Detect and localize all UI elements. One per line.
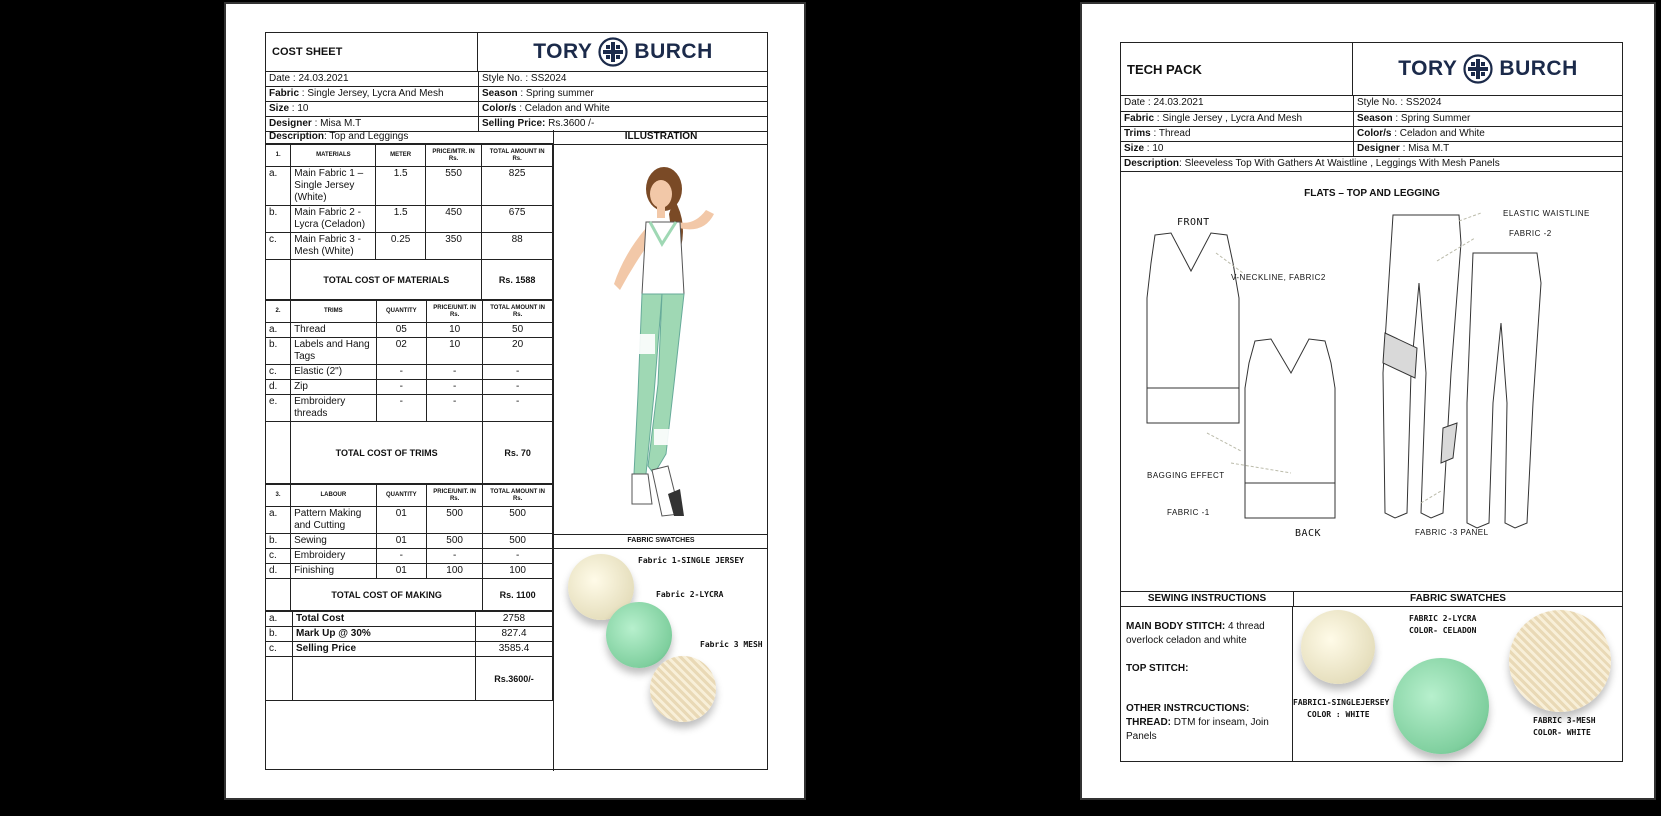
tech-info-table xyxy=(1121,96,1623,172)
tp-swatch-lycra xyxy=(1393,658,1489,754)
annot-fabric2: FABRIC -2 xyxy=(1509,229,1552,238)
flats-area xyxy=(1121,173,1623,592)
cost-sheet-page xyxy=(224,2,806,800)
cost-info-table xyxy=(266,72,768,132)
cost-sheet xyxy=(265,32,768,770)
trims-row-price: - xyxy=(427,365,483,380)
labour-header-price: PRICE/UNIT. IN Rs. xyxy=(427,485,483,507)
tp-swatch-label-2a: FABRIC 2-LYCRA xyxy=(1409,614,1477,623)
labour-row-no: a. xyxy=(266,507,291,534)
brand-logo-right: BURCH xyxy=(634,40,713,63)
materials-row xyxy=(266,233,553,260)
tp-swatch-label-3a: FABRIC 3-MESH xyxy=(1533,716,1596,725)
labour-header-qty: QUANTITY xyxy=(376,485,426,507)
final-price: Rs.3600/- xyxy=(476,657,553,701)
materials-total-value: Rs. 1588 xyxy=(482,260,553,300)
summary-no: c. xyxy=(266,642,293,657)
summary-name: Total Cost xyxy=(293,612,476,627)
materials-total-label: TOTAL COST OF MATERIALS xyxy=(291,260,482,300)
cost-description: Description: Top and Leggings xyxy=(266,130,554,144)
materials-row-name: Main Fabric 2 - Lycra (Celadon) xyxy=(291,206,376,233)
tech-pack-page xyxy=(1080,2,1656,800)
labour-header-total: TOTAL AMOUNT IN Rs. xyxy=(483,485,553,507)
thread-instruction: THREAD: DTM for inseam, Join Panels xyxy=(1126,717,1269,742)
trims-row-price: 10 xyxy=(427,338,483,365)
annot-fabric3: FABRIC -3 PANEL xyxy=(1415,528,1489,537)
swatch-label-1: Fabric 1-SINGLE JERSEY xyxy=(638,556,744,565)
summary-table xyxy=(266,611,553,701)
materials-header-no: 1. xyxy=(266,145,291,167)
trims-row-total: - xyxy=(483,365,553,380)
trims-header-total: TOTAL AMOUNT IN Rs. xyxy=(483,301,553,323)
tp-color: Color/s : Celadon and White xyxy=(1354,126,1624,141)
labour-row-name: Sewing xyxy=(291,534,377,549)
labour-row-total: 100 xyxy=(483,564,553,579)
summary-no: a. xyxy=(266,612,293,627)
labour-header-no: 3. xyxy=(266,485,291,507)
cost-style-no: Style No. : SS2024 xyxy=(479,72,769,87)
tp-swatch-mesh xyxy=(1509,610,1611,712)
cost-fabric-swatches xyxy=(554,548,768,770)
tp-designer: Designer : Misa M.T xyxy=(1354,141,1624,156)
annot-bagging: BAGGING EFFECT xyxy=(1147,471,1225,480)
tp-size: Size : 10 xyxy=(1121,141,1354,156)
trims-row-qty: - xyxy=(376,365,426,380)
summary-no: b. xyxy=(266,627,293,642)
materials-header-total: TOTAL AMOUNT IN Rs. xyxy=(482,145,553,167)
trims-header-no: 2. xyxy=(266,301,291,323)
illustration-label: ILLUSTRATION xyxy=(554,130,768,145)
summary-value: 3585.4 xyxy=(476,642,553,657)
trims-row-price: - xyxy=(427,395,483,422)
fashion-illustration xyxy=(554,144,768,535)
materials-header-qty: METER xyxy=(376,145,425,167)
tp-trims: Trims : Thread xyxy=(1121,126,1354,141)
cost-sheet-title: COST SHEET xyxy=(272,46,343,58)
trims-total-value: Rs. 70 xyxy=(483,422,553,484)
other-instructions: OTHER INSTRCUCTIONS: xyxy=(1126,703,1250,714)
trims-header-price: PRICE/UNIT. IN Rs. xyxy=(427,301,483,323)
trims-row xyxy=(266,338,553,365)
trims-row-price: 10 xyxy=(427,323,483,338)
materials-row-no: b. xyxy=(266,206,291,233)
brand-logo xyxy=(478,33,768,72)
swatch-label-2: Fabric 2-LYCRA xyxy=(656,590,724,599)
materials-row-no: c. xyxy=(266,233,291,260)
tory-burch-emblem-icon xyxy=(1463,54,1493,84)
materials-row-qty: 0.25 xyxy=(376,233,425,260)
model-illustration-icon xyxy=(554,144,768,534)
tp-swatch-label-3b: COLOR- WHITE xyxy=(1533,728,1591,737)
labour-row-qty: 01 xyxy=(376,507,426,534)
labour-row xyxy=(266,549,553,564)
labour-total-blank xyxy=(266,579,291,611)
tp-swatch-label-2b: COLOR- CELADON xyxy=(1409,626,1477,635)
labour-header-name: LABOUR xyxy=(291,485,377,507)
trims-row-price: - xyxy=(427,380,483,395)
materials-row-price: 550 xyxy=(425,167,481,206)
tp-swatch-single-jersey xyxy=(1301,610,1375,684)
materials-header-price: PRICE/MTR. IN Rs. xyxy=(425,145,481,167)
trims-total-blank xyxy=(266,422,291,484)
annot-fabric1: FABRIC -1 xyxy=(1167,508,1210,517)
materials-row-name: Main Fabric 1 – Single Jersey (White) xyxy=(291,167,376,206)
materials-row-total: 88 xyxy=(482,233,553,260)
cost-date: Date : 24.03.2021 xyxy=(266,72,479,87)
trims-table xyxy=(266,300,553,484)
labour-row-qty: 01 xyxy=(376,564,426,579)
materials-row-name: Main Fabric 3 - Mesh (White) xyxy=(291,233,376,260)
labour-row-no: d. xyxy=(266,564,291,579)
cost-selling-price: Selling Price: Rs.3600 /- xyxy=(479,117,769,132)
tp-style-no: Style No. : SS2024 xyxy=(1354,96,1624,111)
trims-row xyxy=(266,395,553,422)
materials-row xyxy=(266,167,553,206)
labour-row-price: - xyxy=(427,549,483,564)
trims-header-qty: QUANTITY xyxy=(376,301,426,323)
back-label: BACK xyxy=(1295,528,1322,539)
trims-row-no: e. xyxy=(266,395,291,422)
labour-row-total: - xyxy=(483,549,553,564)
costing-tables xyxy=(266,144,554,771)
swatch-mesh xyxy=(650,656,716,722)
labour-row-qty: - xyxy=(376,549,426,564)
tory-burch-emblem-icon xyxy=(598,37,628,67)
brand-logo-left-tp: TORY xyxy=(1398,57,1458,80)
trims-row-name: Embroidery threads xyxy=(291,395,377,422)
sewing-instructions-title: SEWING INSTRUCTIONS xyxy=(1121,591,1294,607)
summary-value: 2758 xyxy=(476,612,553,627)
brand-logo-techpack xyxy=(1353,43,1623,96)
tp-swatch-label-1a: FABRIC1-SINGLEJERSEY xyxy=(1293,698,1390,707)
materials-row-total: 675 xyxy=(482,206,553,233)
trims-row-name: Elastic (2") xyxy=(291,365,377,380)
top-stitch: TOP STITCH: xyxy=(1126,663,1189,674)
materials-header-name: MATERIALS xyxy=(291,145,376,167)
tp-swatch-label-1b: COLOR : WHITE xyxy=(1307,710,1370,719)
tp-date: Date : 24.03.2021 xyxy=(1121,96,1354,111)
trims-row-qty: - xyxy=(376,380,426,395)
trims-row xyxy=(266,365,553,380)
tech-pack-sheet xyxy=(1120,42,1623,762)
flats-title: FLATS – TOP AND LEGGING xyxy=(1304,188,1440,199)
trims-row-no: d. xyxy=(266,380,291,395)
tech-pack-title: TECH PACK xyxy=(1127,61,1202,77)
tp-fabric: Fabric : Single Jersey , Lycra And Mesh xyxy=(1121,111,1354,126)
brand-logo-right-tp: BURCH xyxy=(1499,57,1578,80)
labour-row xyxy=(266,534,553,549)
annot-neckline: V-NECKLINE, FABRIC2 xyxy=(1231,273,1326,282)
cost-color: Color/s : Celadon and White xyxy=(479,102,769,117)
trims-row-qty: 05 xyxy=(376,323,426,338)
final-blank xyxy=(266,657,293,701)
labour-row xyxy=(266,507,553,534)
trims-row-name: Thread xyxy=(291,323,377,338)
summary-value: 827.4 xyxy=(476,627,553,642)
labour-row-name: Embroidery xyxy=(291,549,377,564)
main-body-stitch: MAIN BODY STITCH: 4 thread overlock celadon and white xyxy=(1126,621,1265,646)
labour-row-no: b. xyxy=(266,534,291,549)
trims-header-name: TRIMS xyxy=(291,301,377,323)
labour-row-price: 500 xyxy=(427,534,483,549)
trims-row-qty: 02 xyxy=(376,338,426,365)
tp-description: Description: Sleeveless Top With Gathers At Waistline , Leggings With Mesh Panels xyxy=(1121,156,1623,171)
materials-row-no: a. xyxy=(266,167,291,206)
cost-size: Size : 10 xyxy=(266,102,479,117)
summary-name: Mark Up @ 30% xyxy=(293,627,476,642)
cost-designer: Designer : Misa M.T xyxy=(266,117,479,132)
trims-row xyxy=(266,380,553,395)
materials-table xyxy=(266,144,553,300)
materials-row-qty: 1.5 xyxy=(376,206,425,233)
materials-row-price: 350 xyxy=(425,233,481,260)
materials-row-qty: 1.5 xyxy=(376,167,425,206)
labour-row-total: 500 xyxy=(483,507,553,534)
brand-logo-left: TORY xyxy=(533,40,593,63)
labour-row-price: 100 xyxy=(427,564,483,579)
tp-swatches-title: FABRIC SWATCHES xyxy=(1293,591,1623,607)
tp-fabric-swatches xyxy=(1293,606,1623,762)
fabric-swatches-label: FABRIC SWATCHES xyxy=(554,534,768,549)
trims-row-total: - xyxy=(483,380,553,395)
trims-row-total: - xyxy=(483,395,553,422)
trims-row-no: b. xyxy=(266,338,291,365)
cost-season: Season : Spring summer xyxy=(479,87,769,102)
swatch-lycra xyxy=(606,602,672,668)
labour-total-label: TOTAL COST OF MAKING xyxy=(291,579,483,611)
trims-total-label: TOTAL COST OF TRIMS xyxy=(291,422,483,484)
sewing-instructions xyxy=(1121,606,1293,762)
trims-row-qty: - xyxy=(376,395,426,422)
trims-row-name: Labels and Hang Tags xyxy=(291,338,377,365)
summary-name: Selling Price xyxy=(293,642,476,657)
cost-fabric: Fabric : Single Jersey, Lycra And Mesh xyxy=(266,87,479,102)
materials-total-blank xyxy=(266,260,291,300)
annot-elastic: ELASTIC WAISTLINE xyxy=(1503,209,1590,218)
trims-row-total: 20 xyxy=(483,338,553,365)
labour-row-total: 500 xyxy=(483,534,553,549)
tp-season: Season : Spring Summer xyxy=(1354,111,1624,126)
front-label: FRONT xyxy=(1177,217,1210,228)
labour-row xyxy=(266,564,553,579)
labour-row-name: Finishing xyxy=(291,564,377,579)
labour-table xyxy=(266,484,553,611)
materials-row-total: 825 xyxy=(482,167,553,206)
trims-row xyxy=(266,323,553,338)
labour-row-no: c. xyxy=(266,549,291,564)
materials-row xyxy=(266,206,553,233)
labour-total-value: Rs. 1100 xyxy=(483,579,553,611)
trims-row-total: 50 xyxy=(483,323,553,338)
final-blank-2 xyxy=(293,657,476,701)
trims-row-no: a. xyxy=(266,323,291,338)
labour-row-qty: 01 xyxy=(376,534,426,549)
labour-row-price: 500 xyxy=(427,507,483,534)
materials-row-price: 450 xyxy=(425,206,481,233)
labour-row-name: Pattern Making and Cutting xyxy=(291,507,377,534)
swatch-label-3: Fabric 3 MESH xyxy=(700,640,763,649)
trims-row-name: Zip xyxy=(291,380,377,395)
trims-row-no: c. xyxy=(266,365,291,380)
